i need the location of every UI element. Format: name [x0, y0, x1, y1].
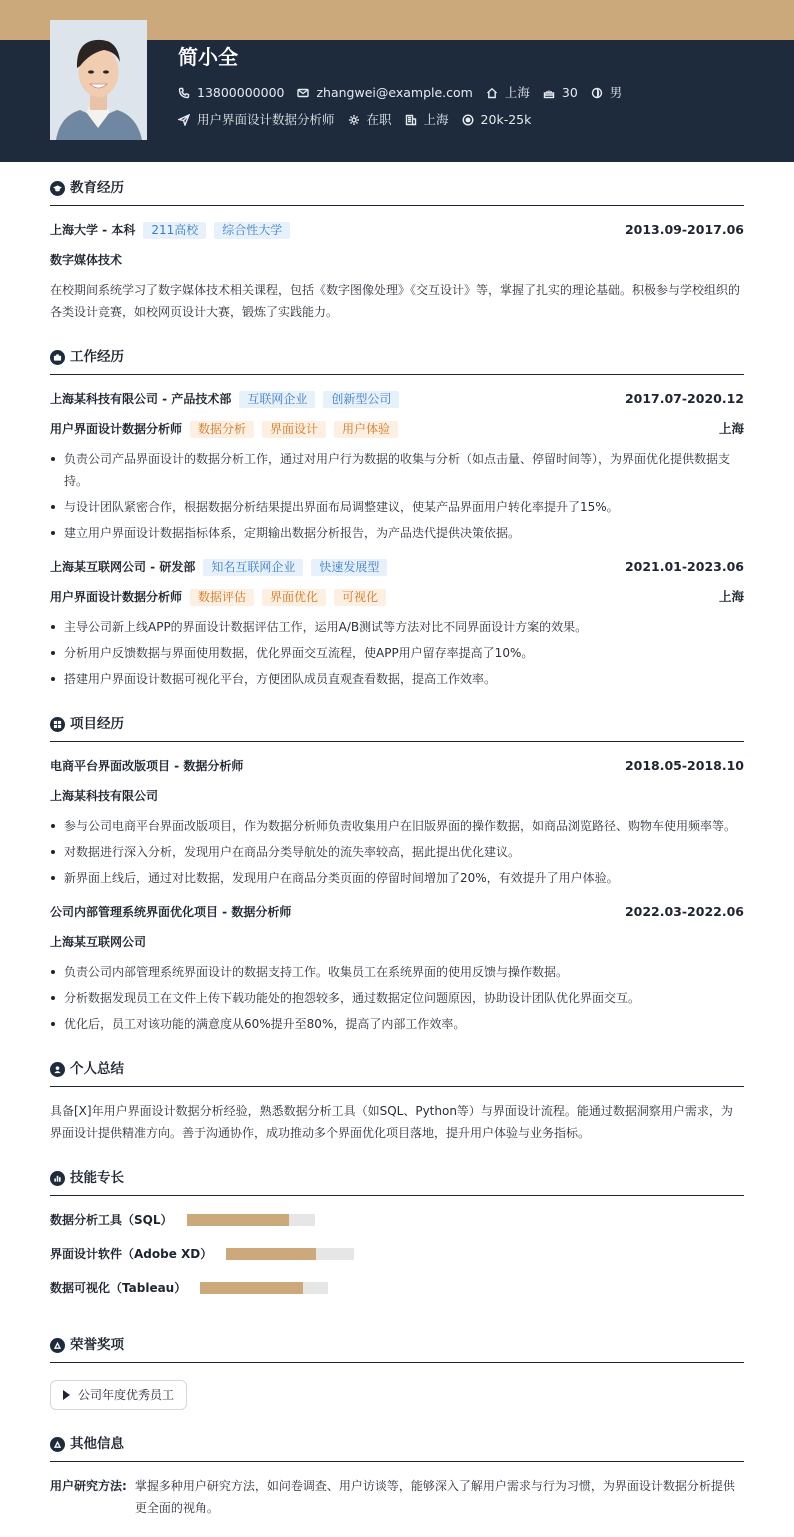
cake-icon — [543, 87, 555, 99]
work-section — [50, 341, 744, 690]
skills-section — [50, 1162, 744, 1311]
work-bullets — [50, 448, 744, 544]
phone-icon — [178, 87, 190, 99]
hometown-text: 上海 — [504, 85, 530, 100]
skill-tag: 界面设计 — [262, 421, 326, 438]
role-row — [50, 586, 744, 608]
salary-text: 20k-25k — [480, 112, 532, 127]
project-bullets — [50, 815, 744, 889]
education-entry-header — [50, 219, 744, 241]
skill-name: 数据分析工具（SQL） — [50, 1213, 173, 1227]
section-title: 其他信息 — [70, 1436, 124, 1453]
list-item: 优化后，员工对该功能的满意度从60%提升至80%，提高了内部工作效率。 — [50, 1013, 744, 1035]
list-item: 搭建用户界面设计数据可视化平台，方便团队成员直观查看数据，提高工作效率。 — [50, 668, 744, 690]
phone-text: 13800000000 — [197, 85, 285, 100]
section-title: 荣誉奖项 — [70, 1337, 124, 1354]
list-item: 建立用户界面设计数据指标体系，定期输出数据分析报告，为产品迭代提供决策依据。 — [50, 522, 744, 544]
school-name: 上海大学 - 本科 — [50, 223, 136, 237]
list-item: 与设计团队紧密合作，根据数据分析结果提出界面布局调整建议，使某产品界面用户转化率提升了15%。 — [50, 496, 744, 518]
company-name: 上海某科技有限公司 - 产品技术部 — [50, 392, 232, 406]
skill-bar — [187, 1214, 315, 1226]
skill-name: 界面设计软件（Adobe XD） — [50, 1247, 213, 1261]
other-section — [50, 1428, 744, 1519]
list-item: 负责公司内部管理系统界面设计的数据支持工作。收集员工在系统界面的使用反馈与操作数据。 — [50, 961, 744, 983]
gender-icon — [591, 87, 603, 99]
candidate-name: 简小全 — [178, 45, 238, 69]
skill-bar-fill — [226, 1248, 316, 1260]
list-item: 对数据进行深入分析，发现用户在商品分类导航处的流失率较高，据此提出优化建议。 — [50, 841, 744, 863]
company-tag: 知名互联网企业 — [203, 559, 303, 576]
gear-icon — [348, 114, 360, 126]
skill-item — [50, 1209, 403, 1231]
section-header — [50, 708, 744, 742]
position-item — [178, 111, 335, 130]
gender-item — [591, 84, 623, 103]
other-item — [50, 1475, 744, 1519]
skill-bar — [226, 1248, 354, 1260]
list-item: 主导公司新上线APP的界面设计数据评估工作，运用A/B测试等方法对比不同界面设计方案的效果。 — [50, 616, 744, 638]
email-item — [297, 84, 472, 103]
section-header — [50, 1329, 744, 1363]
project-company: 上海某科技有限公司 — [50, 789, 159, 803]
work-bullets — [50, 616, 744, 690]
other-text: 掌握多种用户研究方法，如问卷调查、用户访谈等，能够深入了解用户需求与行为习惯，为界面设计数据分析提供更全面的视角。 — [134, 1479, 735, 1515]
role-name: 用户界面设计数据分析师 — [50, 422, 183, 436]
company-name: 上海某互联网公司 - 研发部 — [50, 560, 196, 574]
project-name: 电商平台界面改版项目 - 数据分析师 — [50, 759, 244, 773]
list-item: 负责公司产品界面设计的数据分析工作，通过对用户行为数据的收集与分析（如点击量、停留时间等），为界面优化提供数据支持。 — [50, 448, 744, 492]
avatar-portrait — [50, 20, 147, 140]
school-tag: 综合性大学 — [214, 222, 290, 239]
section-header — [50, 1428, 744, 1462]
project-company-row — [50, 931, 744, 953]
skills-grid — [50, 1209, 744, 1311]
city-item — [405, 111, 449, 130]
project-entry-header — [50, 755, 744, 777]
section-title: 个人总结 — [70, 1061, 124, 1078]
section-title: 技能专长 — [70, 1170, 124, 1187]
resume-body — [50, 172, 744, 1537]
position-text: 用户界面设计数据分析师 — [197, 112, 335, 127]
status-text: 在职 — [366, 112, 392, 127]
date-range: 2022.03-2022.06 — [624, 903, 744, 919]
education-description: 在校期间系统学习了数字媒体技术相关课程，包括《数字图像处理》《交互设计》等，掌握了扎实的理论基础。积极参与学校组织的各类设计竞赛，如校网页设计大赛，锻炼了实践能力。 — [50, 283, 741, 319]
skill-tag: 可视化 — [334, 589, 386, 606]
skill-tag: 界面优化 — [262, 589, 326, 606]
age-text: 30 — [561, 85, 578, 100]
contact-row — [178, 84, 635, 103]
other-label: 用户研究方法: — [50, 1479, 127, 1493]
list-item: 参与公司电商平台界面改版项目，作为数据分析师负责收集用户在旧版界面的操作数据，如商品浏览路径、购物车使用频率等。 — [50, 815, 744, 837]
coin-icon — [462, 114, 474, 126]
education-section — [50, 172, 744, 323]
section-header — [50, 1162, 744, 1196]
skill-bar — [200, 1282, 328, 1294]
hometown-item — [486, 84, 530, 103]
major-row — [50, 249, 744, 271]
work-entry-header — [50, 556, 744, 578]
date-range: 2013.09-2017.06 — [624, 221, 744, 237]
honors-section — [50, 1329, 744, 1410]
skill-tag: 数据分析 — [190, 421, 254, 438]
project-company: 上海某互联网公司 — [50, 935, 147, 949]
project-entry-header — [50, 901, 744, 923]
role-name: 用户界面设计数据分析师 — [50, 590, 183, 604]
send-icon — [178, 114, 190, 126]
user-icon — [50, 1062, 65, 1077]
award-badge[interactable] — [50, 1380, 187, 1410]
salary-item — [462, 111, 532, 130]
skill-bar-fill — [200, 1282, 302, 1294]
city-text: 上海 — [423, 112, 449, 127]
skill-item — [50, 1243, 403, 1265]
skill-tag: 数据评估 — [190, 589, 254, 606]
company-tag: 创新型公司 — [323, 391, 399, 408]
skill-item — [50, 1277, 403, 1299]
building-icon — [405, 114, 417, 126]
work-location: 上海 — [718, 420, 744, 436]
summary-section — [50, 1053, 744, 1144]
gender-text: 男 — [609, 85, 623, 100]
project-section — [50, 708, 744, 1035]
award-name: 公司年度优秀员工 — [78, 1388, 175, 1402]
list-item: 分析用户反馈数据与界面使用数据，优化界面交互流程，使APP用户留存率提高了10%。 — [50, 642, 744, 664]
section-header — [50, 1053, 744, 1087]
project-company-row — [50, 785, 744, 807]
project-name: 公司内部管理系统界面优化项目 - 数据分析师 — [50, 905, 292, 919]
skill-tag: 用户体验 — [334, 421, 398, 438]
major-name: 数字媒体技术 — [50, 253, 123, 267]
date-range: 2018.05-2018.10 — [624, 757, 744, 773]
play-icon — [63, 1390, 70, 1400]
age-item — [543, 84, 578, 103]
award-icon — [50, 1338, 65, 1353]
avatar-photo — [50, 20, 147, 140]
section-header — [50, 341, 744, 375]
company-tag: 快速发展型 — [311, 559, 387, 576]
bar-chart-icon — [50, 1171, 65, 1186]
phone-item — [178, 84, 284, 103]
school-tag: 211高校 — [143, 222, 206, 239]
date-range: 2017.07-2020.12 — [624, 390, 744, 406]
section-title: 项目经历 — [70, 716, 124, 733]
section-title: 教育经历 — [70, 180, 124, 197]
company-tag: 互联网企业 — [239, 391, 315, 408]
graduation-cap-icon — [50, 181, 65, 196]
list-item: 新界面上线后，通过对比数据，发现用户在商品分类页面的停留时间增加了20%，有效提升了用户体验。 — [50, 867, 744, 889]
info-icon — [50, 1437, 65, 1452]
status-item — [348, 111, 392, 130]
work-location: 上海 — [718, 588, 744, 604]
job-intent-row — [178, 111, 544, 130]
briefcase-icon — [50, 350, 65, 365]
summary-text: 具备[X]年用户界面设计数据分析经验，熟悉数据分析工具（如SQL、Python等）与界面设计流程。能通过数据洞察用户需求，为界面设计提供精准方向。善于沟通协作，成功推动多个界面优化项目落地，提升用户体验与业务指标。 — [50, 1104, 733, 1140]
mail-icon — [297, 87, 309, 99]
list-item: 分析数据发现员工在文件上传下载功能处的抱怨较多，通过数据定位问题原因，协助设计团队优化界面交互。 — [50, 987, 744, 1009]
section-title: 工作经历 — [70, 349, 124, 366]
date-range: 2021.01-2023.06 — [624, 558, 744, 574]
grid-icon — [50, 717, 65, 732]
skill-bar-fill — [187, 1214, 289, 1226]
role-row — [50, 418, 744, 440]
home-icon — [486, 87, 498, 99]
email-text: zhangwei@example.com — [316, 85, 473, 100]
skill-name: 数据可视化（Tableau） — [50, 1281, 187, 1295]
work-entry-header — [50, 388, 744, 410]
section-header — [50, 172, 744, 206]
project-bullets — [50, 961, 744, 1035]
